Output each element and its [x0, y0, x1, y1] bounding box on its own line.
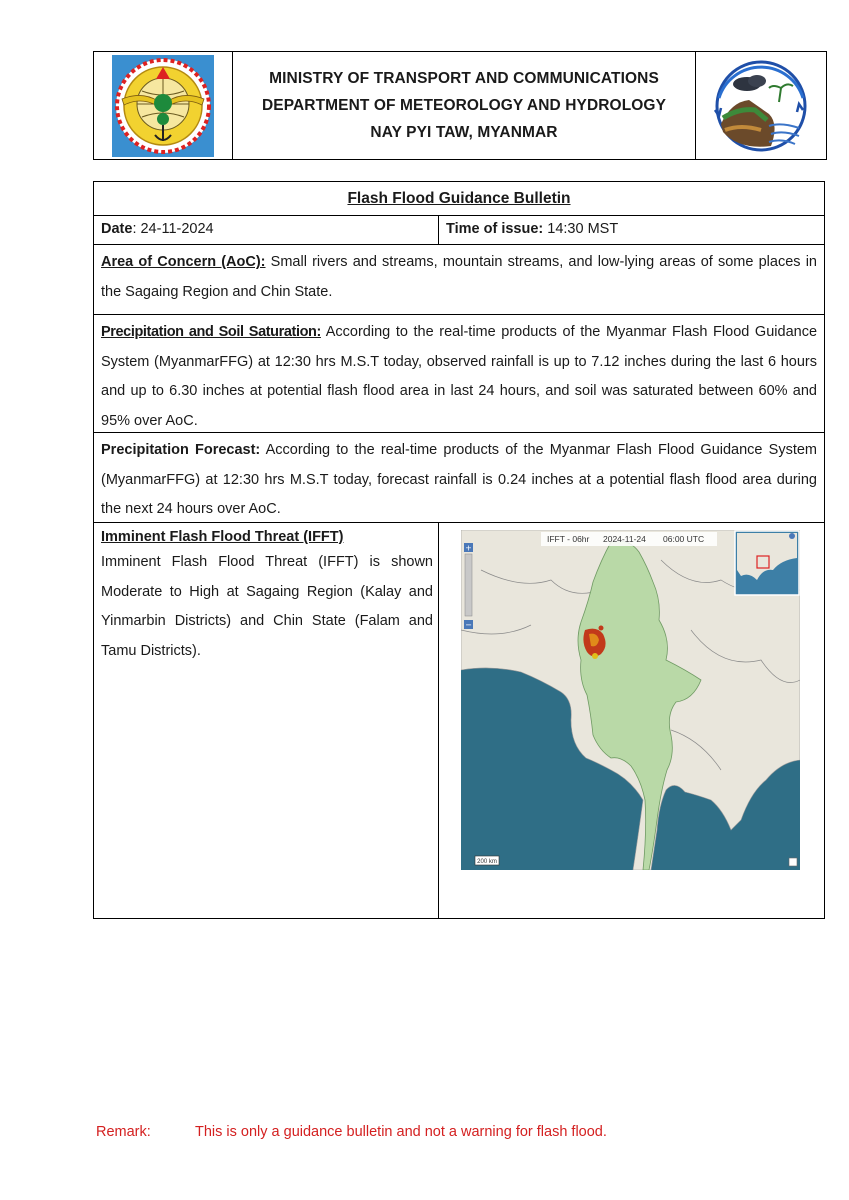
remark-text: This is only a guidance bulletin and not a warning for flash flood. — [195, 1124, 607, 1140]
map-zoom-in-label: + — [465, 543, 472, 553]
map-title-product: IFFT - 06hr — [547, 534, 590, 544]
date-label: Date — [101, 221, 133, 237]
time-label: Time of issue: — [446, 221, 544, 237]
area-of-concern — [94, 245, 824, 310]
letterhead — [93, 51, 827, 160]
ifft-map — [461, 530, 800, 870]
date-value: : 24-11-2024 — [132, 221, 214, 237]
map-zoom-slider[interactable] — [465, 554, 472, 616]
date-row — [94, 216, 824, 245]
map-corner-control[interactable] — [789, 858, 797, 866]
ministry-name: MINISTRY OF TRANSPORT AND COMMUNICATIONS — [269, 69, 659, 87]
ifft-heading: Imminent Flash Flood Threat (IFFT) — [101, 529, 344, 545]
forecast-label: Precipitation Forecast: — [101, 442, 261, 458]
aoc-label: Area of Concern (AoC): — [101, 254, 266, 270]
map-scale-label: 200 km — [477, 859, 497, 865]
soil-saturation — [94, 315, 824, 439]
soil-text: According to the real-time products of the Myanmar Flash Flood Guidance System (MyanmarFFG) at 12:30 hrs M.S.T today, observed rainfall is up to 7.12 inches during the last 6 hours and up to 6.30 inches at potential flash flood area in last 24 hours, and soil was saturated between 60% and 95% over AoC. — [101, 324, 818, 429]
ministry-logo-cell — [94, 52, 233, 159]
map-title-date: 2024-11-24 — [603, 534, 646, 544]
department-logo-cell — [695, 52, 826, 159]
precipitation-forecast — [94, 433, 824, 528]
area-of-concern-row — [94, 245, 824, 315]
ifft-description-cell — [94, 523, 439, 918]
bulletin-title: Flash Flood Guidance Bulletin — [347, 189, 571, 207]
map-overview-inset[interactable] — [735, 531, 799, 595]
aoc-text: Small rivers and streams, mountain streams, and low-lying areas of some places in the Sagaing Region and Chin State. — [101, 254, 817, 300]
forecast-text: According to the real-time products of the Myanmar Flash Flood Guidance System (MyanmarFFG) at 12:30 hrs M.S.T today, forecast rainfall is 0.24 inches at a potential flash flood area during the next 24 hours over AoC. — [101, 442, 818, 517]
location-name: NAY PYI TAW, MYANMAR — [370, 123, 558, 141]
letterhead-title — [233, 52, 695, 159]
soil-label: Precipitation and Soil Saturation: — [101, 324, 321, 340]
remark — [96, 1124, 607, 1140]
date-cell — [94, 216, 439, 244]
ifft-text: Imminent Flash Flood Threat (IFFT) is shown Moderate to High at Sagaing Region (Kalay and Yinmarbin Districts) and Chin State (Falam and Tamu Districts). — [101, 554, 433, 659]
map-zoom-out-label: − — [465, 620, 472, 630]
time-value: 14:30 MST — [543, 221, 619, 237]
remark-label: Remark: — [96, 1124, 151, 1140]
hydrological-cycle-icon — [709, 54, 813, 158]
map-title-time: 06:00 UTC — [663, 534, 705, 544]
soil-saturation-row — [94, 315, 824, 433]
department-name: DEPARTMENT OF METEOROLOGY AND HYDROLOGY — [261, 96, 667, 114]
bulletin-title-row — [94, 182, 824, 216]
precipitation-forecast-row — [94, 433, 824, 523]
ministry-emblem-icon — [112, 55, 214, 157]
